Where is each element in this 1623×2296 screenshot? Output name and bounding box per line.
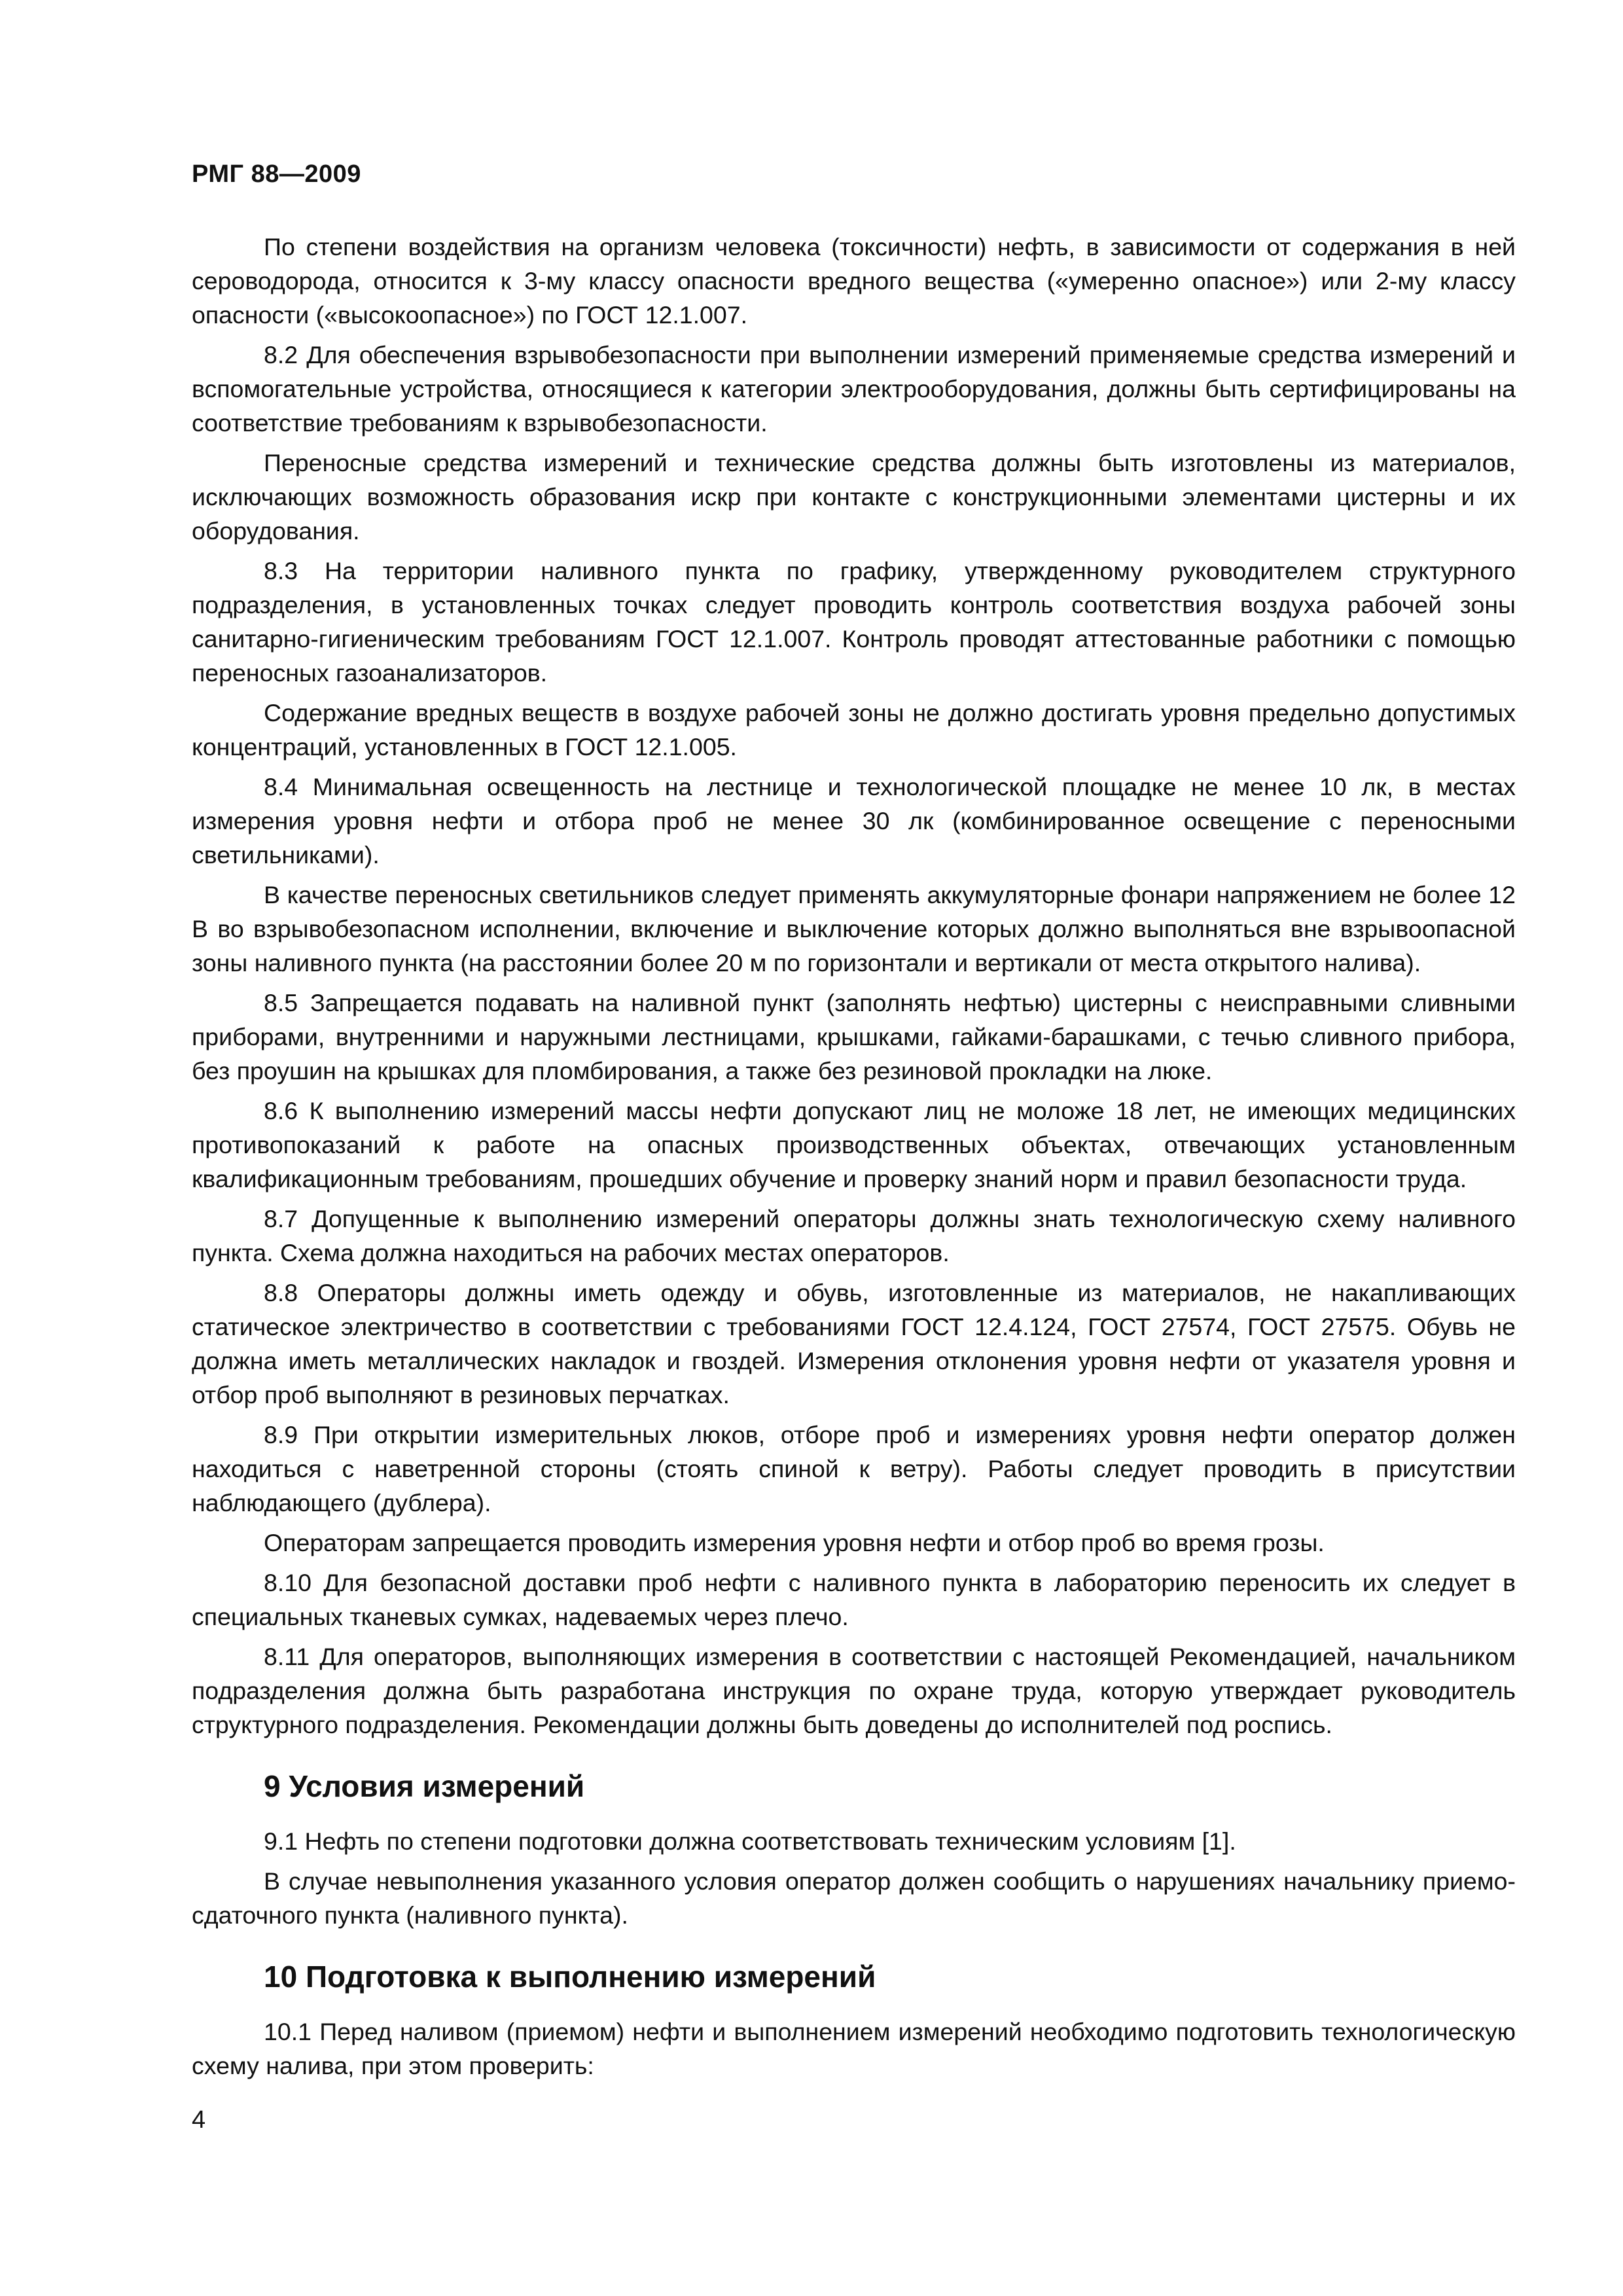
paragraph: В случае невыполнения указанного условия оператор должен сообщить о нарушениях начальнику приемо-сдаточного пункта (наливного пункта). (192, 1867, 1516, 1929)
paragraph-10-1: 10.1 Перед наливом (приемом) нефти и выполнением измерений необходимо подготовить технологическую схему налива, при этом проверить: (192, 2018, 1516, 2079)
paragraph: Переносные средства измерений и технические средства должны быть изготовлены из материалов, исключающих возможность образования искр при контакте с конструкционными элементами цистерны и их оборудования. (192, 449, 1516, 545)
document-header: РМГ 88—2009 (192, 160, 361, 188)
paragraph-8-6: 8.6 К выполнению измерений массы нефти допускают лиц не моложе 18 лет, не имеющих медицинских противопоказаний к работе на опасных производственных объектах, отвечающих установленным квалификационным требованиям, прошедших обучение и проверку знаний норм и правил безопасности труда. (192, 1097, 1516, 1193)
page-number: 4 (192, 2106, 206, 2134)
section-8-block (192, 230, 1516, 1742)
paragraph-8-9: 8.9 При открытии измерительных люков, отборе проб и измерениях уровня нефти оператор должен находиться с наветренной стороны (стоять спиной к ветру). Работы следует проводить в присутствии наблюдающего (дублера). (192, 1421, 1516, 1516)
paragraph: По степени воздействия на организм человека (токсичности) нефть, в зависимости от содержания в ней сероводорода, относится к 3-му классу опасности вредного вещества («умеренно опасное») или 2-му классу опасности («высокоопасное») по ГОСТ 12.1.007. (192, 233, 1516, 329)
section-title-9: 9 Условия измерений (264, 1769, 585, 1803)
paragraph-8-7: 8.7 Допущенные к выполнению измерений операторы должны знать технологическую схему наливного пункта. Схема должна находиться на рабочих местах операторов. (192, 1205, 1516, 1266)
page-body (192, 230, 1516, 2083)
paragraph-8-8: 8.8 Операторы должны иметь одежду и обувь, изготовленные из материалов, не накапливающих статическое электричество в соответствии с требованиями ГОСТ 12.4.124, ГОСТ 27574, ГОСТ 27575. Обувь не должна иметь металлических накладок и гвоздей. Измерения отклонения уровня нефти от указателя уровня и отбор проб выполняют в резиновых перчатках. (192, 1279, 1516, 1408)
section-9-block (192, 1767, 1516, 1932)
paragraph-8-5: 8.5 Запрещается подавать на наливной пункт (заполнять нефтью) цистерны с неисправными сливными приборами, внутренними и наружными лестницами, крышками, гайками-барашками, с течью сливного прибора, без проушин на крышках для пломбирования, а также без резиновой прокладки на люке. (192, 989, 1516, 1085)
paragraph-8-3: 8.3 На территории наливного пункта по графику, утвержденному руководителем структурного подразделения, в установленных точках следует проводить контроль соответствия воздуха рабочей зоны санитарно-гигиеническим требованиям ГОСТ 12.1.007. Контроль проводят аттестованные работники с помощью переносных газоанализаторов. (192, 557, 1516, 687)
paragraph: Содержание вредных веществ в воздухе рабочей зоны не должно достигать уровня предельно допустимых концентраций, установленных в ГОСТ 12.1.005. (192, 699, 1516, 761)
section-10-block (192, 1957, 1516, 2083)
paragraph-8-2: 8.2 Для обеспечения взрывобезопасности при выполнении измерений применяемые средства измерений и вспомогательные устройства, относящиеся к категории электрооборудования, должны быть сертифицированы на соответствие требованиям к взрывобезопасности. (192, 341, 1516, 437)
paragraph-8-10: 8.10 Для безопасной доставки проб нефти с наливного пункта в лабораторию переносить их следует в специальных тканевых сумках, надеваемых через плечо. (192, 1569, 1516, 1630)
paragraph-9-1: 9.1 Нефть по степени подготовки должна соответствовать техническим условиям [1]. (264, 1827, 1236, 1855)
paragraph: Операторам запрещается проводить измерения уровня нефти и отбор проб во время грозы. (264, 1529, 1325, 1556)
paragraph-8-11: 8.11 Для операторов, выполняющих измерения в соответствии с настоящей Рекомендацией, начальником подразделения должна быть разработана инструкция по охране труда, которую утверждает руководитель структурного подразделения. Рекомендации должны быть доведены до исполнителей под роспись. (192, 1643, 1516, 1738)
paragraph-8-4: 8.4 Минимальная освещенность на лестнице и технологической площадке не менее 10 лк, в местах измерения уровня нефти и отбора проб не менее 30 лк (комбинированное освещение с переносными светильниками). (192, 773, 1516, 869)
section-title-10: 10 Подготовка к выполнению измерений (264, 1960, 876, 1994)
paragraph: В качестве переносных светильников следует применять аккумуляторные фонари напряжением не более 12 В во взрывобезопасном исполнении, включение и выключение которых должно выполняться вне взрывоопасной зоны наливного пункта (на расстоянии более 20 м по горизонтали и вертикали от места открытого налива). (192, 881, 1516, 977)
